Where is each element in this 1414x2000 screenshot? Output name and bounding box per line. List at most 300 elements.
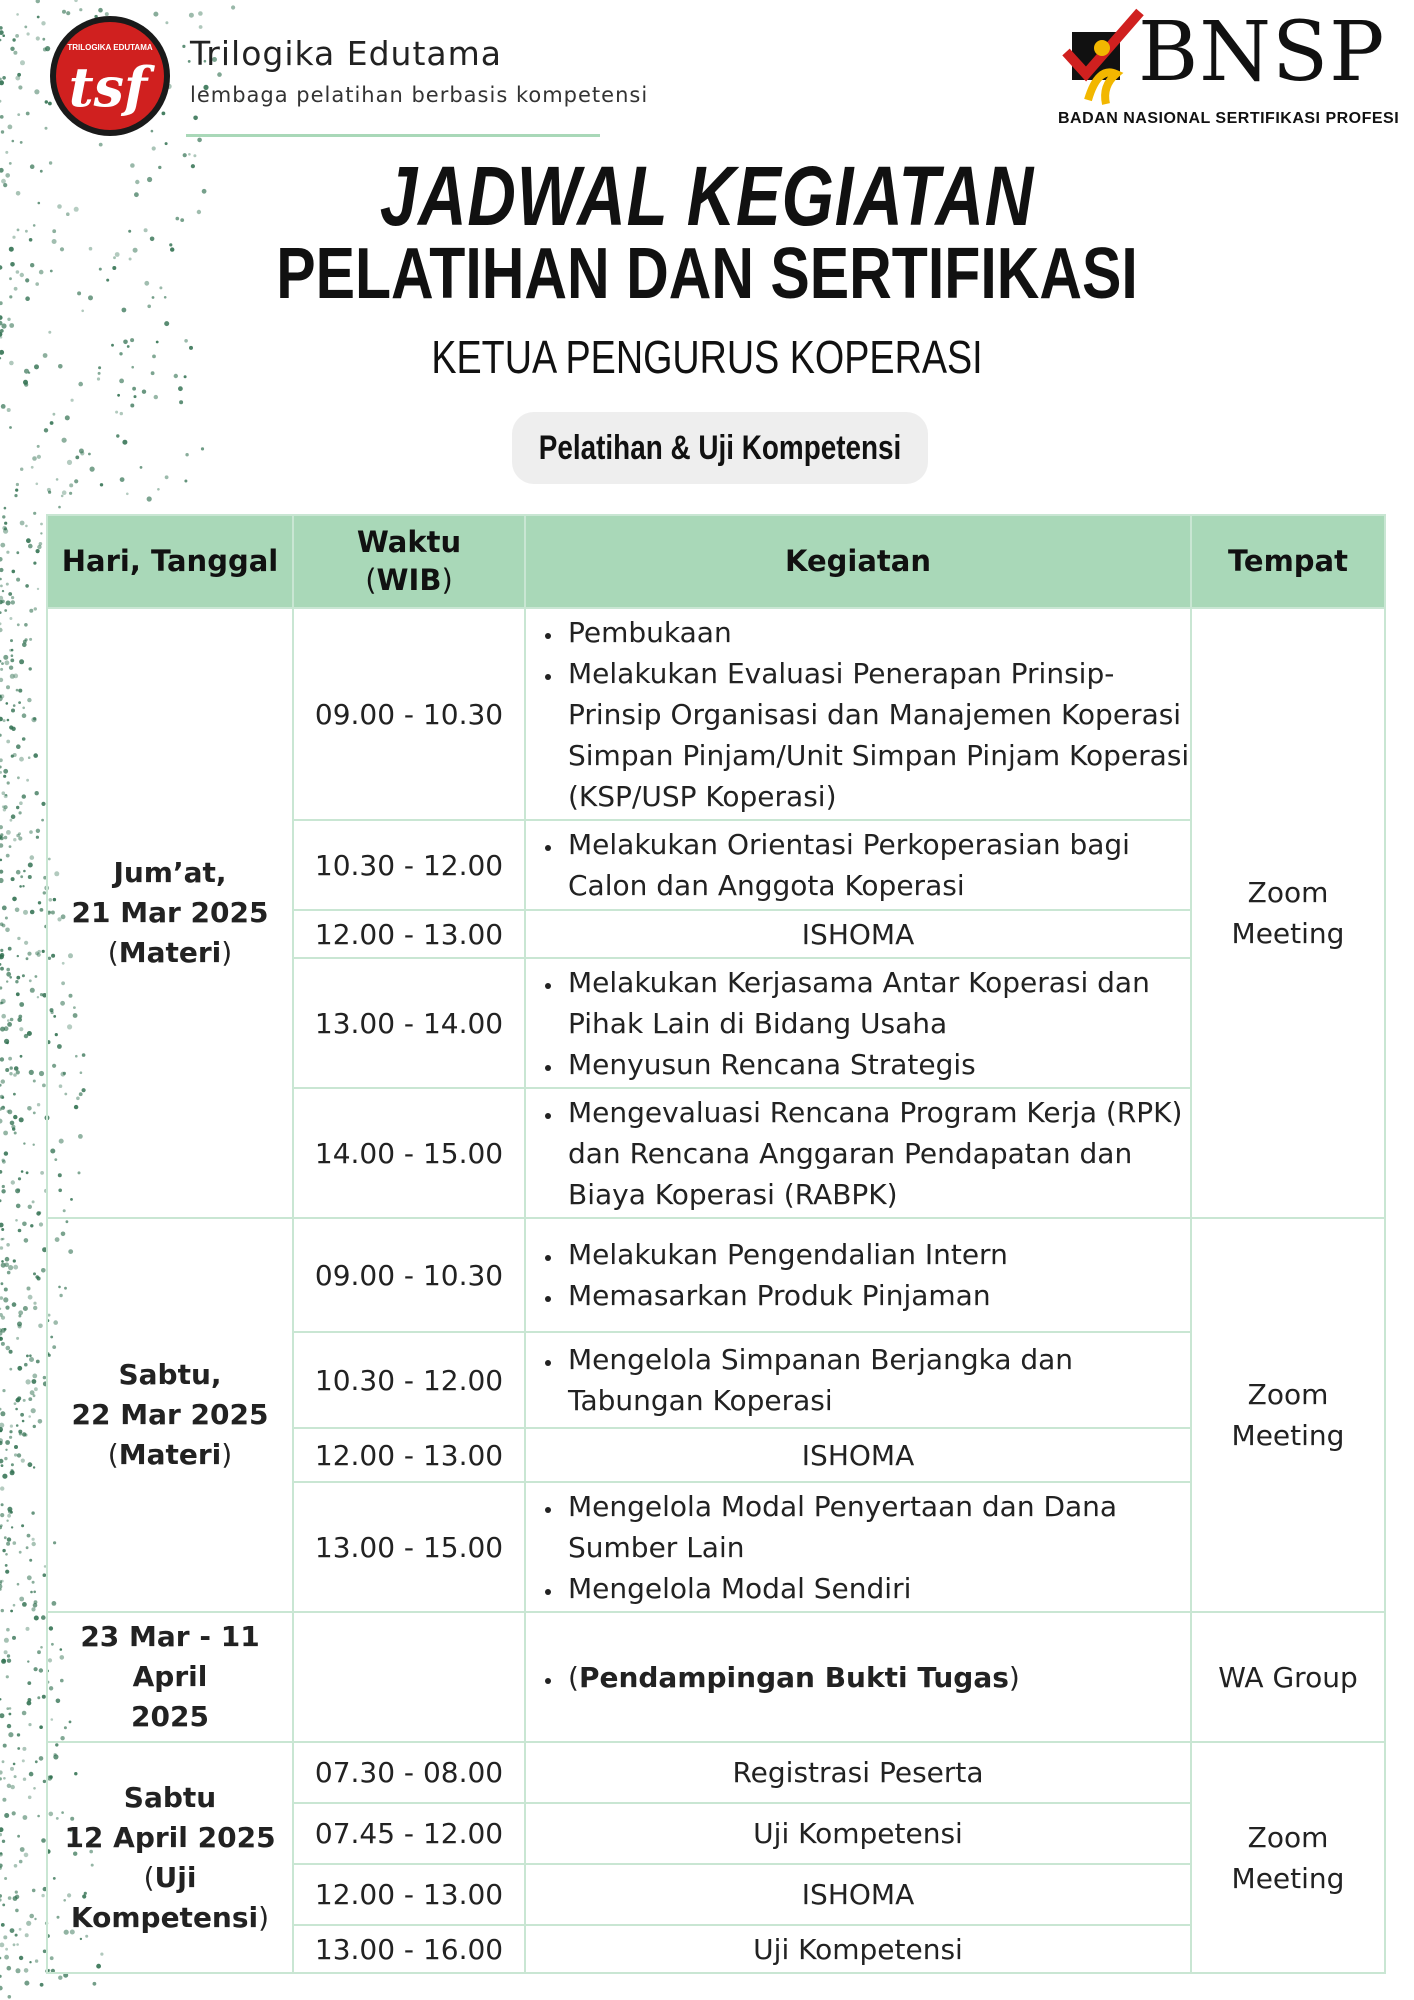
decor-dot (30, 988, 35, 993)
decor-dot (37, 953, 41, 957)
decor-dot (0, 115, 4, 119)
decor-dot (15, 908, 20, 913)
decor-dot (2, 1840, 5, 1843)
decor-dot (31, 1511, 34, 1514)
place-line1: Zoom (1247, 876, 1329, 909)
decor-dot (0, 1199, 2, 1202)
decor-dot (27, 1106, 32, 1111)
decor-dot (106, 279, 109, 282)
decor-dot (27, 1701, 32, 1706)
decor-dot (19, 1551, 22, 1554)
decor-dot (6, 830, 11, 835)
decor-dot (22, 1602, 27, 1607)
decor-dot (27, 1681, 31, 1685)
decor-dot (16, 1968, 21, 1973)
decor-dot (27, 698, 31, 702)
decor-dot (14, 1453, 17, 1456)
decor-dot (38, 202, 41, 205)
decor-dot (52, 229, 56, 233)
decor-dot (35, 282, 39, 286)
decor-dot (1, 1002, 4, 1005)
program-badge (512, 412, 928, 484)
decor-dot (13, 1763, 16, 1766)
decor-dot (3, 1935, 7, 1939)
decor-dot (2, 1474, 7, 1479)
break-cell: ISHOMA (525, 1428, 1191, 1482)
decor-dot (18, 1229, 22, 1233)
time-cell: 12.00 - 13.00 (293, 1428, 525, 1482)
decor-dot (0, 1898, 2, 1901)
time-cell: 12.00 - 13.00 (293, 910, 525, 958)
decor-dot (0, 1513, 4, 1517)
decor-dot (0, 78, 2, 81)
brand-divider (186, 134, 600, 137)
decor-dot (147, 496, 152, 501)
decor-dot (31, 1538, 34, 1541)
decor-dot (33, 1425, 36, 1428)
decor-dot (27, 1534, 31, 1538)
decor-dot (1, 600, 5, 604)
decor-dot (4, 1955, 9, 1960)
decor-dot (0, 168, 4, 173)
decor-dot (16, 578, 20, 582)
decor-dot (33, 1603, 38, 1608)
decor-dot (47, 488, 51, 492)
decor-dot (9, 247, 14, 252)
decor-dot (34, 1667, 38, 1671)
decor-dot (6, 1520, 8, 1522)
day-name: Sabtu, (118, 1358, 222, 1391)
decor-dot (36, 1360, 40, 1364)
decor-dot (5, 1257, 10, 1262)
time-cell: 09.00 - 10.30 (293, 608, 525, 820)
decor-dot (1, 323, 6, 328)
col-header-activity: Kegiatan (525, 515, 1191, 608)
decor-dot (69, 483, 73, 487)
decor-dot (4, 1650, 8, 1654)
decor-dot (36, 0, 40, 3)
decor-dot (29, 609, 33, 613)
decor-dot (23, 1306, 28, 1311)
decor-dot (41, 1894, 44, 1897)
decor-dot (39, 1071, 44, 1076)
decor-dot (58, 364, 63, 369)
decor-dot (5, 660, 10, 665)
place-line1: Zoom (1247, 1820, 1329, 1854)
decor-dot (0, 766, 2, 769)
decor-dot (34, 1918, 36, 1920)
decor-dot (6, 740, 10, 744)
decor-dot (37, 545, 41, 549)
decor-dot (28, 1796, 32, 1800)
decor-dot (9, 1713, 12, 1716)
decor-dot (18, 85, 22, 89)
decor-dot (22, 1222, 27, 1227)
decor-dot (165, 142, 168, 145)
decor-dot (74, 207, 79, 212)
decor-dot (2, 1798, 6, 1802)
day-name: Sabtu (123, 1780, 217, 1814)
place-line1: Zoom (1247, 1378, 1329, 1411)
day-cell (47, 1612, 293, 1742)
decor-dot (16, 744, 21, 749)
decor-dot (2, 76, 6, 80)
decor-dot (11, 814, 16, 819)
activity-cell (525, 1332, 1191, 1428)
decor-dot (12, 1811, 16, 1815)
decor-dot (17, 113, 20, 116)
decor-dot (1, 1014, 6, 1019)
decor-dot (27, 1575, 32, 1580)
decor-dot (32, 1889, 36, 1893)
decor-dot (29, 1772, 34, 1777)
decor-dot (1, 1316, 5, 1320)
decor-dot (14, 287, 18, 291)
decor-dot (157, 488, 160, 491)
decor-dot (20, 273, 24, 277)
decor-dot (16, 1204, 21, 1209)
decor-dot (10, 1610, 13, 1613)
decor-dot (56, 478, 59, 481)
time-cell (293, 1612, 525, 1742)
decor-dot (7, 1110, 10, 1113)
decor-dot (16, 870, 21, 875)
decor-dot (36, 1211, 40, 1215)
decor-dot (0, 26, 3, 30)
decor-dot (17, 1583, 20, 1586)
place-line2: Meeting (1231, 917, 1345, 950)
decor-dot (231, 5, 235, 9)
decor-dot (17, 623, 20, 626)
decor-dot (24, 1968, 29, 1973)
activity-item: • Melakukan Kerjasama Antar Koperasi dan Pihak Lain di Bidang Usaha (564, 962, 1190, 1044)
place-cell (1191, 608, 1385, 1218)
decor-dot (40, 1983, 44, 1987)
decor-dot (31, 466, 34, 469)
bnsp-fullname: BADAN NASIONAL SERTIFIKASI PROFESI (1058, 110, 1400, 127)
decor-dot (4, 507, 7, 510)
decor-dot (20, 1413, 24, 1417)
decor-dot (0, 771, 2, 774)
decor-dot (37, 445, 40, 448)
decor-dot (53, 413, 56, 416)
decor-dot (12, 1636, 16, 1640)
decor-dot (10, 1018, 14, 1022)
decor-dot (42, 950, 45, 953)
org-tagline: lembaga pelatihan berbasis kompetensi (190, 83, 649, 107)
place-line2: Meeting (1231, 1419, 1345, 1452)
decor-dot (13, 1073, 17, 1077)
decor-dot (22, 707, 25, 710)
decor-dot (29, 1354, 32, 1357)
decor-dot (26, 1546, 29, 1549)
decor-dot (33, 1080, 36, 1083)
day-cell: Sabtu 12 April 2025 (Uji Kompetensi) (47, 1742, 293, 1973)
decor-dot (33, 1466, 35, 1468)
decor-dot (4, 1328, 7, 1331)
decor-dot (10, 262, 15, 267)
decor-dot (40, 523, 43, 526)
decor-dot (99, 268, 102, 271)
decor-dot (0, 622, 2, 625)
decor-dot (9, 666, 13, 670)
decor-dot (28, 1723, 31, 1726)
decor-dot (79, 8, 82, 11)
decor-dot (7, 1654, 10, 1657)
decor-dot (32, 1581, 35, 1584)
activity-cell (525, 958, 1191, 1088)
decor-dot (40, 532, 42, 534)
decor-dot (14, 1775, 17, 1778)
col-header-place: Tempat (1191, 515, 1385, 608)
decor-dot (6, 968, 10, 972)
decor-dot (17, 1453, 21, 1457)
decor-dot (2, 1904, 5, 1907)
decor-dot (34, 607, 37, 610)
decor-dot (24, 383, 28, 387)
decor-dot (15, 1408, 18, 1411)
decor-dot (98, 8, 103, 13)
decor-dot (6, 1542, 10, 1546)
decor-dot (38, 1419, 43, 1424)
decor-dot (1, 1503, 4, 1506)
decor-dot (29, 1559, 32, 1562)
decor-dot (23, 1399, 26, 1402)
decor-dot (12, 140, 15, 143)
decor-dot (33, 1272, 36, 1275)
decor-dot (2, 1760, 5, 1763)
decor-dot (33, 562, 36, 565)
decor-dot (2, 1185, 5, 1188)
decor-dot (115, 411, 118, 414)
decor-dot (16, 1337, 19, 1340)
decor-dot (36, 549, 40, 553)
decor-dot (4, 527, 7, 530)
decor-dot (11, 654, 14, 657)
decor-dot (11, 596, 14, 599)
decor-dot (24, 1034, 28, 1038)
decor-dot (0, 717, 3, 722)
decor-dot (17, 73, 21, 77)
decor-dot (2, 590, 4, 592)
decor-dot (0, 1698, 2, 1700)
decor-dot (8, 592, 12, 596)
decor-dot (18, 689, 22, 693)
decor-dot (1, 179, 6, 184)
decor-dot (27, 1287, 31, 1291)
decor-dot (0, 660, 1, 663)
decor-dot (11, 755, 14, 758)
decor-dot (28, 1205, 32, 1209)
decor-dot (0, 668, 3, 671)
decor-dot (19, 885, 22, 888)
decor-dot (9, 361, 14, 366)
decor-dot (38, 1324, 43, 1329)
decor-dot (18, 1315, 21, 1318)
decor-dot (0, 596, 3, 600)
decor-dot (1, 1189, 5, 1193)
time-cell: 12.00 - 13.00 (293, 1864, 525, 1925)
decor-dot (7, 408, 11, 412)
activity-item: • Melakukan Evaluasi Penerapan Prinsip-Prinsip Organisasi dan Manajemen Koperasi Simpan Pinjam/Unit Simpan Pinjam Koperasi (KSP/USP Koperasi) (564, 653, 1190, 817)
decor-dot (130, 163, 135, 168)
decor-dot (15, 1219, 18, 1222)
decor-dot (78, 382, 83, 387)
decor-dot (7, 1507, 12, 1512)
decor-dot (39, 1668, 43, 1672)
decor-dot (27, 1660, 29, 1662)
decor-dot (19, 1002, 24, 1007)
decor-dot (5, 1440, 10, 1445)
decor-dot (40, 1171, 44, 1175)
decor-dot (120, 477, 125, 482)
title-program: KETUA PENGURUS KOPERASI (431, 331, 983, 383)
decor-dot (15, 1398, 20, 1403)
decor-dot (17, 1188, 20, 1191)
decor-dot (20, 1847, 25, 1852)
decor-dot (0, 578, 2, 581)
decor-dot (40, 170, 43, 173)
decor-dot (6, 601, 11, 606)
time-cell: 07.45 - 12.00 (293, 1803, 525, 1864)
decor-dot (9, 617, 12, 620)
decor-dot (26, 1627, 30, 1631)
decor-dot (17, 1747, 20, 1750)
decor-dot (15, 1909, 19, 1913)
break-cell: ISHOMA (525, 910, 1191, 958)
trilogika-logo (48, 14, 172, 138)
decor-dot (41, 1615, 46, 1620)
decor-dot (0, 1337, 3, 1341)
decor-dot (5, 1564, 8, 1567)
decor-dot (44, 428, 48, 432)
place-cell: WA Group (1191, 1612, 1385, 1742)
decor-dot (1, 130, 4, 133)
decor-dot (32, 456, 37, 461)
decor-dot (25, 278, 29, 282)
decor-dot (89, 247, 93, 251)
decor-dot (28, 863, 33, 868)
decor-dot (34, 89, 39, 94)
decor-dot (2, 1159, 5, 1162)
decor-dot (19, 811, 22, 814)
decor-dot (122, 440, 127, 445)
decor-dot (20, 521, 25, 526)
decor-dot (6, 980, 8, 982)
decor-dot (119, 352, 122, 355)
decor-dot (7, 125, 12, 130)
decor-dot (164, 321, 169, 326)
decor-dot (22, 737, 26, 741)
decor-dot (14, 1402, 17, 1405)
decor-dot (1, 1079, 5, 1083)
decor-dot (0, 628, 3, 632)
decor-dot (17, 776, 20, 779)
decor-dot (28, 756, 31, 759)
decor-dot (0, 568, 3, 572)
decor-dot (11, 600, 15, 604)
decor-dot (16, 1424, 19, 1427)
decor-dot (36, 829, 40, 833)
decor-dot (26, 1355, 29, 1358)
decor-dot (122, 308, 127, 313)
decor-dot (19, 1928, 22, 1931)
decor-dot (81, 310, 84, 313)
decor-dot (33, 1112, 36, 1115)
activity-item: • Melakukan Orientasi Perkoperasian bagi Calon dan Anggota Koperasi (564, 824, 1190, 906)
decor-dot (0, 859, 2, 862)
decor-dot (4, 1638, 9, 1643)
decor-dot (120, 412, 123, 415)
decor-dot (25, 584, 29, 588)
decor-dot (182, 45, 185, 48)
decor-dot (0, 350, 4, 355)
decor-dot (6, 551, 9, 554)
decor-dot (20, 468, 23, 471)
decor-dot (2, 1549, 5, 1552)
decor-dot (7, 1724, 11, 1728)
activity-cell: Uji Kompetensi (525, 1803, 1191, 1864)
decor-dot (4, 1877, 7, 1880)
decor-dot (185, 453, 188, 456)
activity-cell: Uji Kompetensi (525, 1925, 1191, 1973)
decor-dot (32, 1374, 37, 1379)
decor-dot (88, 295, 93, 300)
decor-dot (119, 379, 124, 384)
decor-dot (15, 34, 19, 38)
decor-dot (19, 1027, 23, 1031)
decor-dot (17, 937, 20, 940)
decor-dot (11, 1180, 15, 1184)
decor-dot (41, 819, 44, 822)
decor-dot (9, 295, 12, 298)
decor-dot (0, 1524, 3, 1527)
decor-dot (49, 161, 52, 164)
decor-dot (71, 399, 74, 402)
decor-dot (6, 854, 10, 858)
decor-dot (179, 400, 183, 404)
decor-dot (12, 570, 16, 574)
bnsp-logo (1048, 4, 1400, 134)
decor-dot (6, 583, 9, 586)
decor-dot (0, 870, 3, 874)
decor-dot (52, 239, 57, 244)
decor-dot (0, 39, 1, 42)
decor-dot (0, 734, 2, 737)
decor-dot (8, 947, 12, 951)
decor-dot (36, 483, 39, 486)
decor-dot (30, 164, 35, 169)
decor-dot (2, 791, 6, 795)
decor-dot (22, 1420, 25, 1423)
decor-dot (17, 955, 19, 957)
decor-dot (1, 1342, 5, 1346)
decor-dot (21, 1524, 24, 1527)
decor-dot (24, 1363, 28, 1367)
decor-dot (0, 678, 3, 682)
decor-dot (16, 13, 19, 16)
decor-dot (58, 1976, 62, 1980)
decor-dot (14, 1132, 17, 1135)
decor-dot (40, 908, 44, 912)
decor-dot (11, 1785, 15, 1789)
decor-dot (5, 928, 10, 933)
decor-dot (11, 1526, 13, 1528)
decor-dot (75, 456, 79, 460)
place-cell (1191, 1742, 1385, 1973)
decor-dot (29, 1357, 34, 1362)
decor-dot (7, 318, 10, 321)
